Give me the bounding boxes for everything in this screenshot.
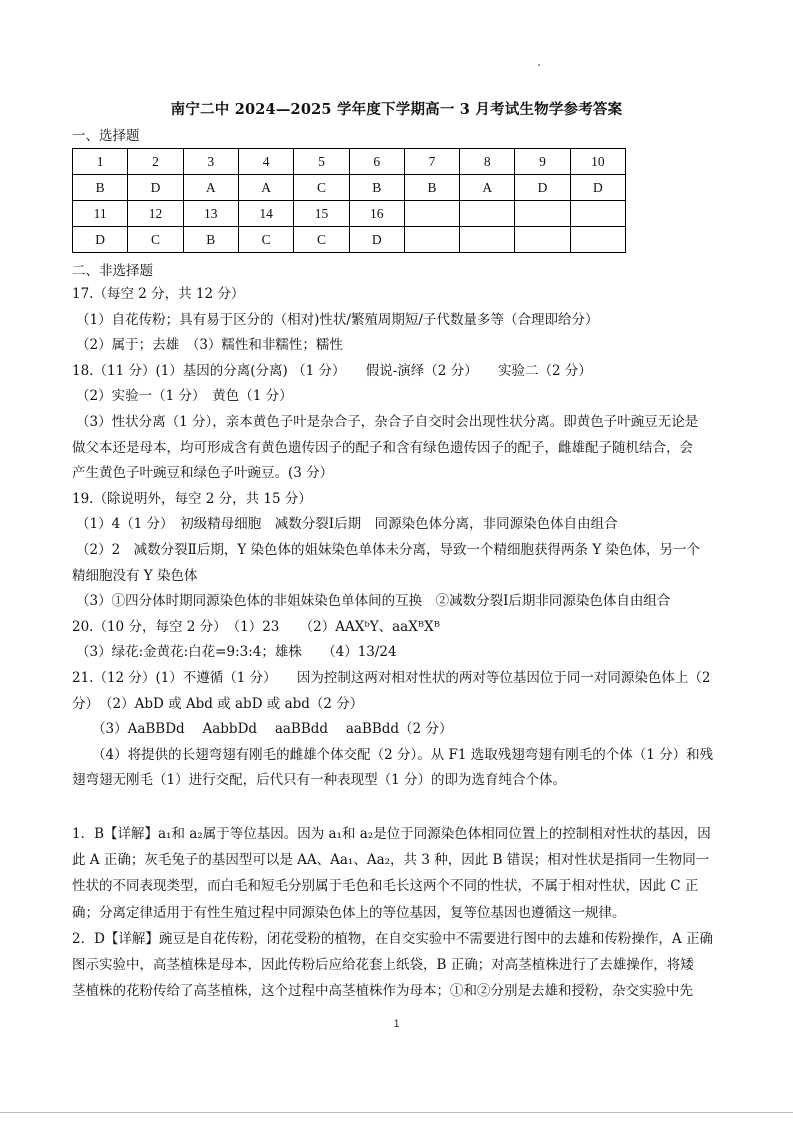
answer-table-cell: D bbox=[128, 175, 183, 201]
explanation-line: 此 A 正确；灰毛兔子的基因型可以是 AA、Aa₁、Aa₂，共 3 种，因此 B 错误；相对性状是指同一生物同一 bbox=[72, 852, 710, 869]
answer-table-cell: 11 bbox=[73, 201, 128, 227]
q17-part1: （1）自花传粉；具有易于区分的（相对)性状/繁殖周期短/子代数量多等（合理即给分） bbox=[76, 311, 599, 328]
answer-table-cell: 5 bbox=[294, 149, 349, 175]
q21-part4-cont: 翅弯翅无刚毛（1）进行交配，后代只有一种表现型（1 分）的即为选育纯合个体。 bbox=[72, 772, 566, 789]
answer-table-cell: B bbox=[349, 175, 404, 201]
answer-table-cell: A bbox=[183, 175, 238, 201]
answer-table-cell bbox=[570, 227, 625, 253]
explanation-line: 确；分离定律适用于有性生殖过程中同源染色体上的等位基因，复等位基因也遵循这一规律。 bbox=[72, 904, 626, 921]
explanations bbox=[72, 821, 726, 1004]
answer-table-cell: 9 bbox=[515, 149, 570, 175]
answer-table-cell: 6 bbox=[349, 149, 404, 175]
answer-table-row bbox=[73, 149, 626, 175]
answer-table-cell bbox=[570, 201, 625, 227]
scan-speck bbox=[538, 64, 540, 66]
answer-table-row bbox=[73, 201, 626, 227]
explanation-line: 图示实验中，高茎植株是母本，因此传粉后应给花套上纸袋，B 正确；对高茎植株进行了去雄操作，将矮 bbox=[72, 956, 694, 973]
answer-table-cell: 3 bbox=[183, 149, 238, 175]
answer-table-row bbox=[73, 175, 626, 201]
answer-table-row bbox=[73, 227, 626, 253]
answer-table-cell bbox=[404, 227, 459, 253]
answer-table-cell: 16 bbox=[349, 201, 404, 227]
answer-table-cell: D bbox=[570, 175, 625, 201]
answer-table-cell: 12 bbox=[128, 201, 183, 227]
q21-part3: （3）AaBBDd AabbDd aaBBdd aaBBdd（2 分） bbox=[92, 721, 453, 738]
q19-part1: （1）4（1 分） 初级精母细胞 减数分裂Ⅰ后期 同源染色体分离，非同源染色体自由组合 bbox=[76, 516, 618, 533]
answer-table-cell: C bbox=[238, 227, 293, 253]
explanation-line: 性状的不同表现类型，而白毛和短毛分别属于毛色和毛长这两个不同的性状，不属于相对性状，因此 C 正 bbox=[72, 878, 699, 895]
q19-part3: （3）①四分体时期同源染色体的非姐妹染色单体间的互换 ②减数分裂Ⅰ后期非同源染色体自由组合 bbox=[76, 593, 671, 610]
answer-table-cell: 14 bbox=[238, 201, 293, 227]
answer-table-cell: D bbox=[515, 175, 570, 201]
answer-table-cell: B bbox=[183, 227, 238, 253]
nonchoice-answers bbox=[72, 282, 726, 794]
section-heading-choice: 一、选择题 bbox=[72, 128, 140, 144]
answer-table-cell bbox=[515, 227, 570, 253]
q19-part2-cont: 精细胞没有 Y 染色体 bbox=[72, 567, 198, 584]
explanation-line: 2．D【详解】豌豆是自花传粉，闭花受粉的植物，在自交实验中不需要进行图中的去雄和传粉操作，A 正确 bbox=[72, 930, 713, 947]
answer-table-cell: C bbox=[128, 227, 183, 253]
answer-table-cell: 1 bbox=[73, 149, 128, 175]
q18-part2: （2）实验一（1 分） 黄色（1 分） bbox=[76, 388, 293, 405]
answer-table-cell: A bbox=[238, 175, 293, 201]
section-heading-nonchoice: 二、非选择题 bbox=[72, 263, 153, 279]
answer-table-cell: 15 bbox=[294, 201, 349, 227]
q18-part3-cont: 产生黄色子叶豌豆和绿色子叶豌豆。(3 分） bbox=[72, 465, 334, 482]
q19-heading: 19.（除说明外，每空 2 分，共 15 分） bbox=[72, 490, 312, 507]
q17-part2-3: （2）属于；去雄 （3）糯性和非糯性；糯性 bbox=[76, 337, 343, 354]
answer-table-cell: 13 bbox=[183, 201, 238, 227]
answer-table-cell: 10 bbox=[570, 149, 625, 175]
explanation-line: 1．B【详解】a₁和 a₂属于等位基因。因为 a₁和 a₂是位于同源染色体相同位置上的控制相对性状的基因，因 bbox=[72, 826, 711, 842]
q21-part4: （4）将提供的长翅弯翅有刚毛的雌雄个体交配（2 分）。从 F1 选取残翅弯翅有刚毛的个体（1 分）和残 bbox=[92, 746, 714, 763]
page-divider bbox=[0, 1112, 793, 1113]
answer-table-cell: A bbox=[460, 175, 515, 201]
q17-heading: 17.（每空 2 分，共 12 分） bbox=[72, 286, 245, 302]
q18-part3-cont: 做父本还是母本，均可形成含有黄色遗传因子的配子和含有绿色遗传因子的配子，雌雄配子随机结合，会 bbox=[72, 439, 693, 456]
answer-table-cell: 2 bbox=[128, 149, 183, 175]
q20-heading: 20.（10 分，每空 2 分） （1）23 （2）AAXᵇY、aaXᴮXᴮ bbox=[72, 618, 440, 635]
answer-table-cell: B bbox=[73, 175, 128, 201]
answer-table-cell bbox=[460, 201, 515, 227]
answer-table-cell: 8 bbox=[460, 149, 515, 175]
answer-table-cell: D bbox=[73, 227, 128, 253]
answer-table-cell: D bbox=[349, 227, 404, 253]
answer-table bbox=[72, 148, 626, 253]
q21-part2: 分） （2）AbD 或 Abd 或 abD 或 abd（2 分） bbox=[72, 695, 364, 712]
answer-table-cell bbox=[460, 227, 515, 253]
answer-table-cell: 4 bbox=[238, 149, 293, 175]
answer-table-cell: B bbox=[404, 175, 459, 201]
q18-heading: 18.（11 分）(1）基因的分离(分离) （1 分） 假说-演绎（2 分） 实验二（2 分） bbox=[72, 362, 592, 379]
explanation-line: 茎植株的花粉传给了高茎植株，这个过程中高茎植株作为母本；①和②分别是去雄和授粉，杂交实验中先 bbox=[72, 983, 693, 1000]
document-title: 南宁二中 2024—2025 学年度下学期高一 3 月考试生物学参考答案 bbox=[170, 101, 623, 118]
q19-part2: （2）2 减数分裂Ⅱ后期，Y 染色体的姐妹染色单体未分离，导致一个精细胞获得两条 Y 染色体，另一个 bbox=[76, 541, 701, 558]
q21-heading: 21.（12 分）(1）不遵循（1 分） 因为控制这两对相对性状的两对等位基因位于同一对同源染色体上（2 bbox=[72, 669, 711, 686]
page-number: 1 bbox=[393, 1018, 400, 1030]
answer-table-cell bbox=[404, 201, 459, 227]
answer-table-cell bbox=[515, 201, 570, 227]
answer-table-cell: C bbox=[294, 175, 349, 201]
q20-part3-4: （3）绿花:金黄花:白花=9:3:4；雄株 （4）13/24 bbox=[76, 644, 397, 661]
q18-part3: （3）性状分离（1 分），亲本黄色子叶是杂合子，杂合子自交时会出现性状分离。即黄色子叶豌豆无论是 bbox=[76, 413, 699, 430]
answer-table-cell: 7 bbox=[404, 149, 459, 175]
answer-table-cell: C bbox=[294, 227, 349, 253]
